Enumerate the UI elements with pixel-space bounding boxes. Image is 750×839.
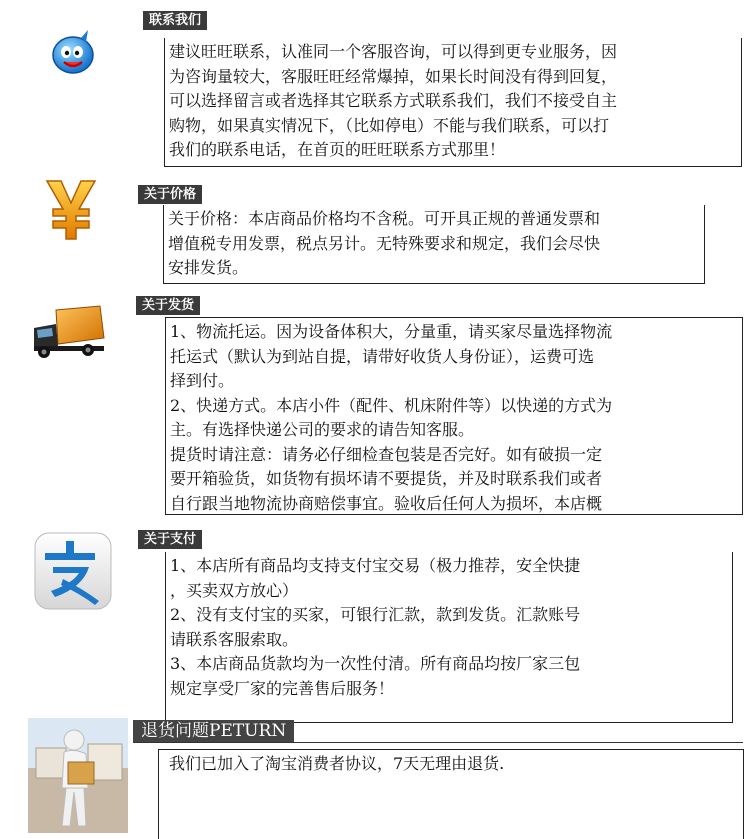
returns-label: 退货问题PETURN (133, 720, 294, 742)
contact-text (164, 38, 742, 167)
shipping-line: 主。有选择快递公司的要求的请告知客服。 (170, 420, 475, 439)
wangwang-icon (48, 28, 98, 78)
contact-label: 联系我们 (143, 11, 207, 30)
shipping-line: 要开箱验货，如货物有损坏请不要提货，并及时联系我们或者 (170, 469, 603, 488)
payment-label: 关于支付 (138, 530, 202, 549)
contact-divider (143, 30, 743, 32)
contact-line: 我们的联系电话，在首页的旺旺联系方式那里！ (169, 140, 506, 159)
truck-icon (30, 304, 106, 360)
price-label: 关于价格 (138, 185, 202, 204)
price-line: 增值税专用发票，税点另计。无特殊要求和规定，我们会尽快 (168, 233, 601, 253)
shipping-section (0, 290, 750, 515)
contact-line: 购物，如果真实情况下，（比如停电）不能与我们联系，可以打 (169, 115, 610, 135)
price-section (0, 175, 750, 285)
delivery-figure-icon (28, 718, 128, 833)
alipay-icon (33, 531, 113, 611)
payment-text (165, 552, 733, 723)
contact-line: 为咨询量较大，客服旺旺经常爆掉，如果长时间没有得到回复， (169, 66, 618, 86)
returns-section (0, 715, 750, 833)
price-text (163, 205, 705, 284)
shipping-line: 择到付。 (170, 371, 235, 390)
shipping-line: 1、物流托运。因为设备体积大，分量重，请买家尽量选择物流 (170, 322, 613, 341)
payment-line: 3、本店商品货款均为一次性付清。所有商品均按厂家三包 (170, 654, 581, 673)
shipping-line: 托运式（默认为到站自提，请带好收货人身份证），运费可选 (170, 346, 595, 366)
contact-line: 建议旺旺联系，认准同一个客服咨询，可以得到更专业服务，因 (169, 42, 618, 61)
contact-section (0, 0, 750, 180)
returns-text (158, 749, 744, 839)
shipping-line: 自行跟当地物流协商赔偿事宜。验收后任何人为损坏，本店概 (170, 493, 603, 513)
payment-line: 1、本店所有商品均支持支付宝交易（极力推荐，安全快捷 (170, 556, 581, 575)
shipping-label: 关于发货 (136, 296, 200, 315)
returns-divider (133, 742, 743, 743)
payment-line: 规定享受厂家的完善售后服务！ (170, 678, 395, 698)
contact-line: 可以选择留言或者选择其它联系方式联系我们，我们不接受自主 (169, 91, 618, 110)
payment-line: 请联系客服索取。 (170, 629, 299, 649)
payment-line: ，买卖双方放心） (170, 580, 299, 600)
shipping-text (165, 317, 743, 515)
yen-icon (43, 179, 99, 241)
payment-line: 2、没有支付宝的买家，可银行汇款，款到发货。汇款账号 (170, 605, 581, 624)
price-line: 安排发货。 (168, 258, 249, 277)
price-line: 关于价格：本店商品价格均不含税。可开具正规的普通发票和 (168, 209, 601, 228)
shipping-line: 2、快递方式。本店小件（配件、机床附件等）以快递的方式为 (170, 395, 613, 415)
shipping-line: 提货时请注意：请务必仔细检查包装是否完好。如有破损一定 (170, 444, 603, 464)
returns-line: 我们已加入了淘宝消费者协议，7天无理由退货. (169, 754, 505, 773)
payment-section (0, 525, 750, 705)
